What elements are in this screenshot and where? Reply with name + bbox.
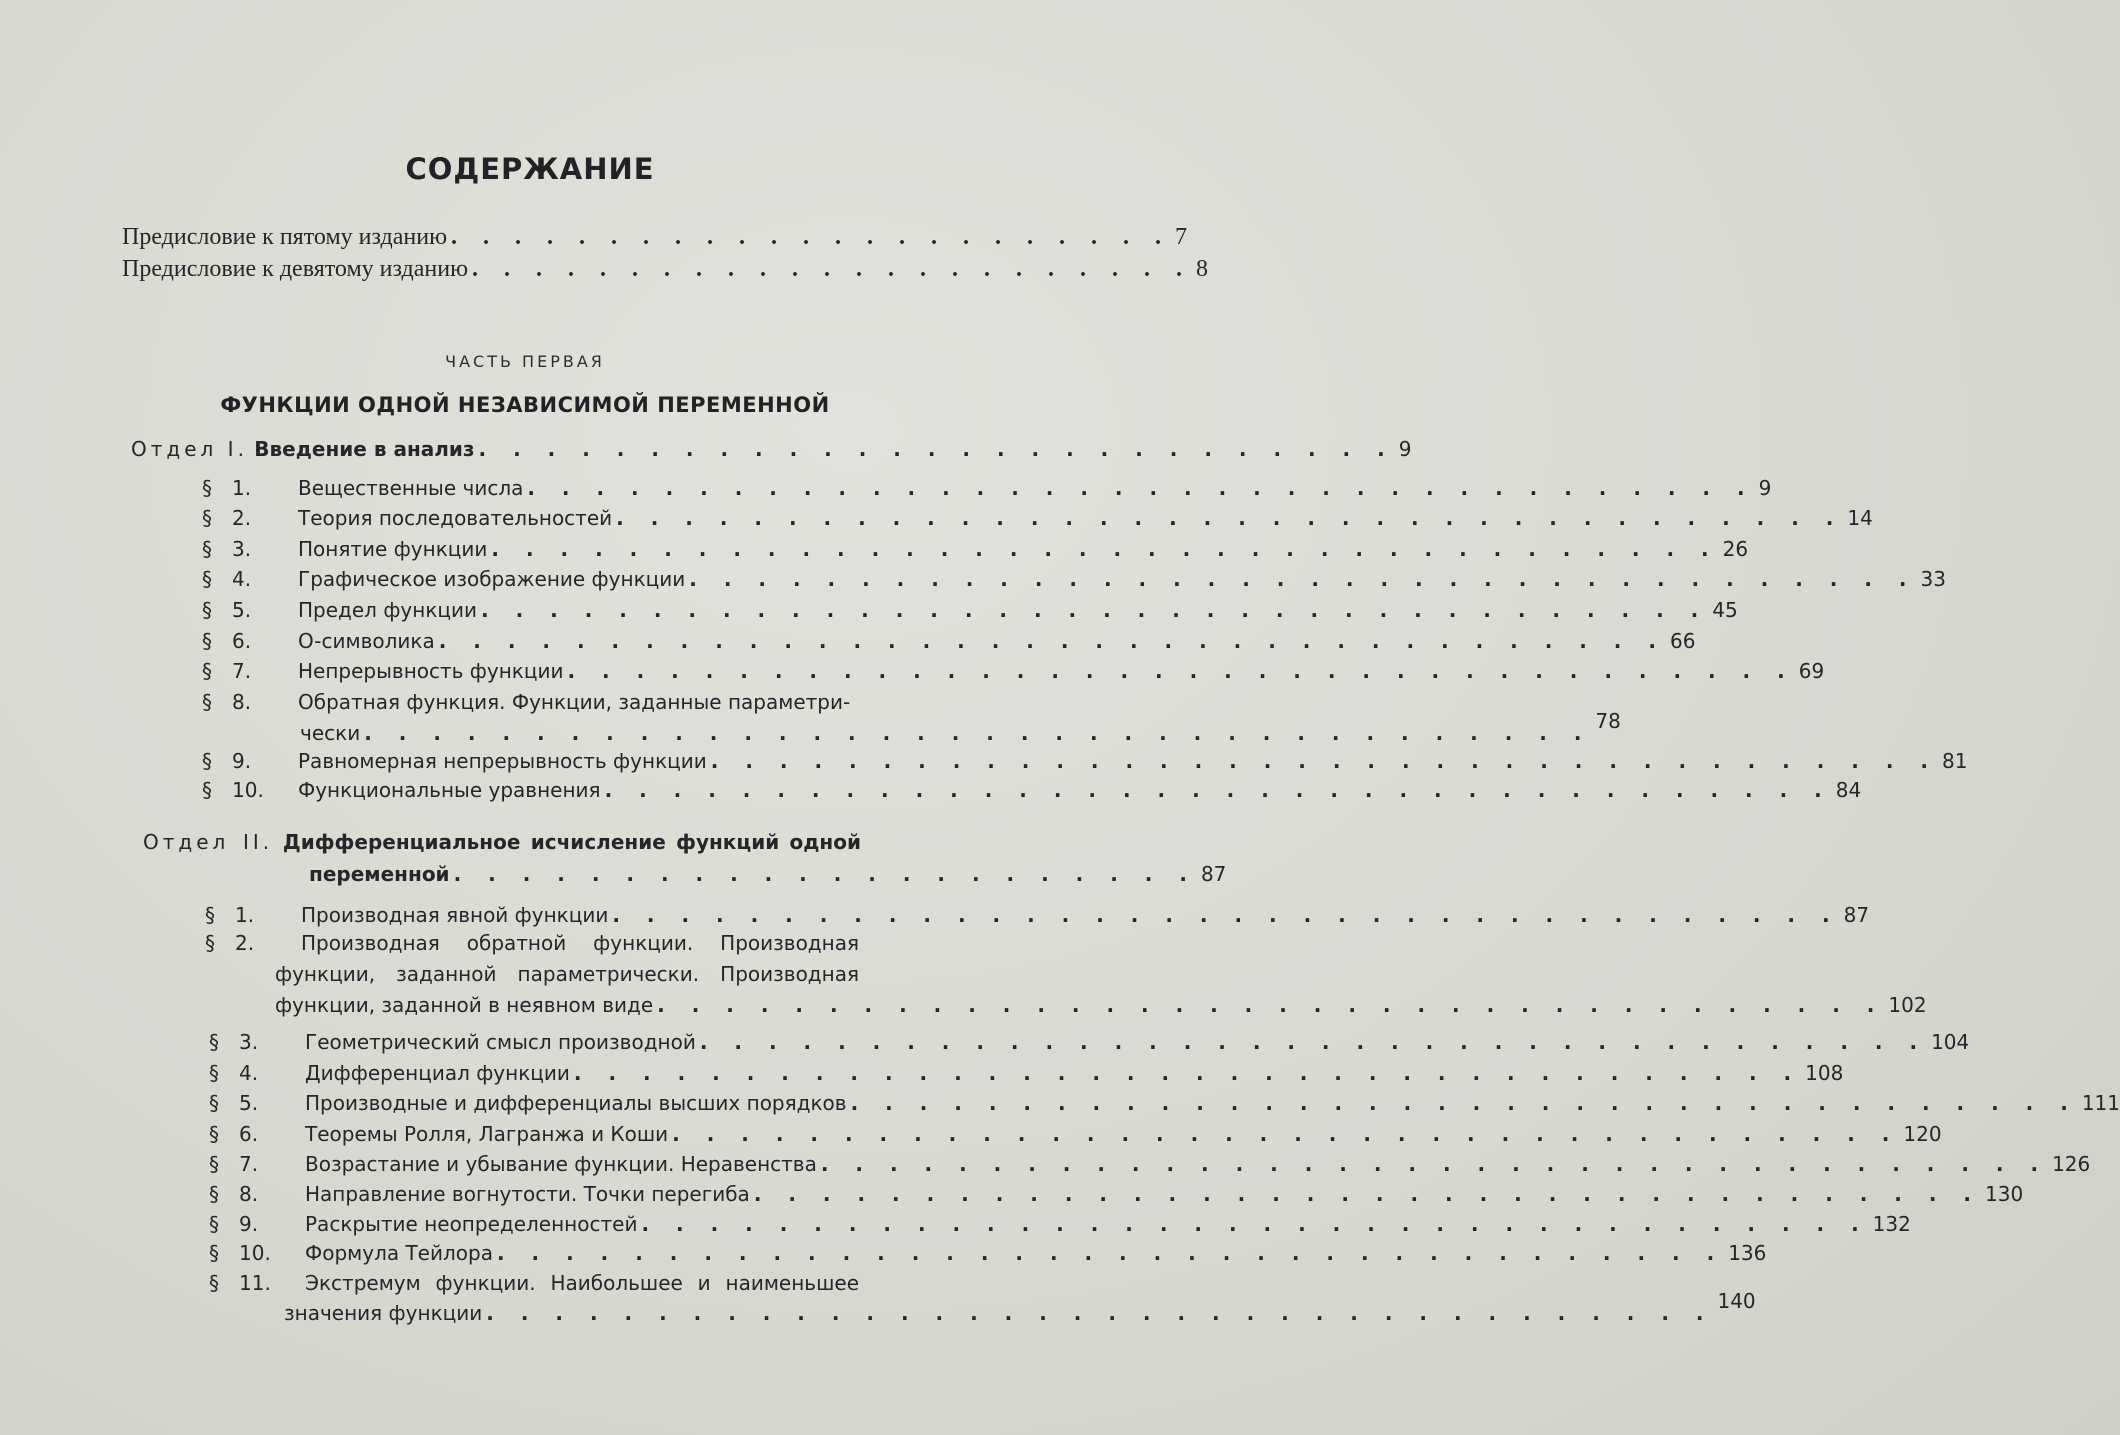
- leader-dots: . . . . . . . . . . . . . . . . . . . . . . . . . . . . . . . . . . . .: [820, 1152, 2049, 1176]
- entry-text: чески: [300, 721, 361, 745]
- leader-dots: . . . . . . . . . . . . . . . . . . . . . . . . . . . . . . . . . . . .: [616, 506, 1844, 530]
- leader-dots: . . . . . . . . . . . . . . . . . . . . . .: [453, 862, 1197, 886]
- entry-text: Теория последовательностей: [298, 506, 613, 530]
- section-sign: §: [209, 1152, 219, 1176]
- section-prefix: Отдел II.: [143, 830, 274, 854]
- page-number: 45: [1712, 598, 1738, 622]
- entry-number: 11.: [239, 1271, 271, 1295]
- page-number: 102: [1888, 993, 1927, 1017]
- toc-entry-d2-2-cont[interactable]: [275, 993, 1927, 1017]
- leader-dots: . . . . . . . . . . . . . . . . . . . . . . . . . . . . . . . . . . . .: [527, 476, 1755, 500]
- entry-text: Равномерная непрерывность функции: [298, 749, 707, 773]
- entry-text: O-символика: [298, 629, 435, 653]
- toc-entry-d2-1[interactable]: [205, 903, 1870, 927]
- toc-entry-d2-8[interactable]: [209, 1182, 2024, 1206]
- leader-dots: . . . . . . . . . . . . . . . . . . . . . . . . . . . . . . . . . . . .: [364, 721, 1592, 745]
- toc-entry-d1-1[interactable]: [202, 476, 1772, 500]
- entry-number: 3.: [232, 537, 252, 561]
- entry-number: 7.: [232, 659, 252, 683]
- entry-number: 9.: [239, 1212, 259, 1236]
- page-number: 136: [1728, 1241, 1767, 1265]
- entry-text: функции, заданной в неявном виде: [275, 993, 654, 1017]
- section-sign: §: [202, 567, 212, 591]
- leader-dots: . . . . . . . . . . . . . . . . . . . . . . . . . . . . . . . . . . . .: [604, 778, 1832, 802]
- section-title-line1: Дифференциальное исчисление функций одной: [282, 830, 861, 854]
- entry-number: 8.: [232, 690, 252, 714]
- toc-entry-d1-10[interactable]: [202, 778, 1862, 802]
- entry-text: Теоремы Ролля, Лагранжа и Коши: [305, 1122, 669, 1146]
- entry-number: 4.: [232, 567, 252, 591]
- toc-entry-d1-2[interactable]: [202, 506, 1873, 530]
- toc-entry-d2-2[interactable]: [205, 931, 859, 955]
- page-number: 7: [1175, 224, 1187, 250]
- toc-entry-d2-7[interactable]: [209, 1152, 2091, 1176]
- section-sign: §: [209, 1241, 219, 1265]
- section-title-line2: переменной: [309, 862, 450, 886]
- toc-entry-d1-4[interactable]: [202, 567, 1946, 591]
- part-title: ФУНКЦИИ ОДНОЙ НЕЗАВИСИМОЙ ПЕРЕМЕННОЙ: [220, 393, 830, 417]
- leader-dots: . . . . . . . . . . . . . . . . . . . . . . . . . . . . . . . . . . . .: [753, 1182, 1982, 1206]
- toc-entry-d2-6[interactable]: [209, 1122, 1942, 1146]
- toc-entry-d1-8-cont[interactable]: [300, 709, 1621, 745]
- toc-entry-d1-7[interactable]: [202, 659, 1825, 683]
- entry-number: 7.: [239, 1152, 259, 1176]
- page-number: 130: [1985, 1182, 2024, 1206]
- page-number: 66: [1669, 629, 1696, 653]
- toc-entry-d2-9[interactable]: [209, 1212, 1911, 1236]
- section-sign: §: [209, 1271, 219, 1295]
- section-sign: §: [202, 659, 212, 683]
- leader-dots: . . . . . . . . . . . . . . . . . . . . . . . . . . . . . . . . . . . .: [496, 1241, 1725, 1265]
- section-sign: §: [209, 1091, 219, 1115]
- toc-entry-d1-8[interactable]: [202, 690, 862, 714]
- entry-text: Производные и дифференциалы высших порядков: [305, 1091, 847, 1115]
- section-sign: §: [202, 598, 212, 622]
- entry-number: 5.: [232, 598, 252, 622]
- page-number: 9: [1398, 437, 1412, 461]
- leader-dots: . . . . . . . . . . . . . . . . . . . . . . . . . . . . . . . . . . . .: [573, 1061, 1802, 1085]
- entry-number: 10.: [239, 1241, 271, 1265]
- leader-dots: . . . . . . . . . . . . . . . . . . . . . . . . . . . . . . . . . . . .: [672, 1122, 1900, 1146]
- page-number: 8: [1196, 256, 1209, 282]
- page-number: 9: [1758, 476, 1772, 500]
- leader-dots: . . . . . . . . . . . . . . . . . . . . . . . . . . . . . . . . . . . .: [699, 1030, 1928, 1054]
- entry-number: 3.: [239, 1030, 259, 1054]
- entry-text: Экстремум функции. Наибольшее и наименьшее: [305, 1271, 859, 1295]
- entry-number: 2.: [232, 506, 252, 530]
- leader-dots: . . . . . . . . . . . . . . . . . . . . . . . . . . . . . . . . . . . .: [612, 903, 1840, 927]
- section-sign: §: [209, 1212, 219, 1236]
- toc-entry-d1-6[interactable]: [202, 629, 1696, 653]
- page-number: 26: [1722, 537, 1749, 561]
- entry-text: Геометрический смысл производной: [305, 1030, 696, 1054]
- page-number: 120: [1903, 1122, 1942, 1146]
- section-sign: §: [202, 778, 212, 802]
- leader-dots: . . . . . . . . . . . . . . . . . . . . . . .: [451, 224, 1171, 250]
- toc-section-dept1[interactable]: [131, 437, 1412, 461]
- toc-entry-d1-3[interactable]: [202, 537, 1749, 561]
- leader-dots: . . . . . . . . . . . . . . . . . . . . . . . . . . . . . . . . . . . .: [641, 1212, 1869, 1236]
- entry-text: Обратная функция. Функции, заданные параметри-: [298, 690, 851, 714]
- leader-dots: . . . . . . . . . . . . . . . . . . . . . . . . . . . . . . . . . . . .: [710, 749, 1938, 773]
- entry-number: 9.: [232, 749, 252, 773]
- entry-text: Графическое изображение функции: [298, 567, 686, 591]
- part-label: ЧАСТЬ ПЕРВАЯ: [445, 352, 605, 371]
- section-title: Введение в анализ: [254, 437, 475, 461]
- entry-text: Производная явной функции: [301, 903, 609, 927]
- section-sign: §: [209, 1182, 219, 1206]
- toc-entry-d2-3[interactable]: [209, 1030, 1970, 1054]
- section-prefix: Отдел I.: [131, 437, 248, 461]
- leader-dots: . . . . . . . . . . . . . . . . . . . . . . .: [472, 256, 1193, 282]
- entry-text: Формула Тейлора: [305, 1241, 493, 1265]
- entry-text: Направление вогнутости. Точки перегиба: [305, 1182, 750, 1206]
- toc-section-dept2-line1[interactable]: [143, 830, 861, 854]
- entry-number: 1.: [235, 903, 255, 927]
- toc-entry-d1-5[interactable]: [202, 598, 1738, 622]
- leader-dots: . . . . . . . . . . . . . . . . . . . . . . . . . . . . . . . . . . . .: [850, 1091, 2078, 1115]
- entry-number: 4.: [239, 1061, 259, 1085]
- entry-text: Предел функции: [298, 598, 478, 622]
- section-sign: §: [205, 931, 215, 955]
- page-number: 33: [1920, 567, 1946, 591]
- entry-text: Функциональные уравнения: [298, 778, 601, 802]
- entry-text: Дифференциал функции: [305, 1061, 570, 1085]
- toc-entry-d2-4[interactable]: [209, 1061, 1844, 1085]
- page-number: 14: [1847, 506, 1873, 530]
- entry-text: Вещественные числа: [298, 476, 524, 500]
- section-sign: §: [209, 1030, 219, 1054]
- page-number: 69: [1798, 659, 1825, 683]
- page-number: 78: [1595, 709, 1621, 733]
- entry-number: 8.: [239, 1182, 259, 1206]
- page-number: 84: [1835, 778, 1862, 802]
- section-sign: §: [202, 690, 212, 714]
- entry-text: Непрерывность функции: [298, 659, 564, 683]
- leader-dots: . . . . . . . . . . . . . . . . . . . . . . . . . . .: [478, 437, 1395, 461]
- entry-label: Предисловие к пятому изданию: [122, 224, 447, 250]
- leader-dots: . . . . . . . . . . . . . . . . . . . . . . . . . . . . . . . . . . . .: [491, 537, 1719, 561]
- entry-text: Возрастание и убывание функции. Неравенства: [305, 1152, 817, 1176]
- entry-number: 6.: [232, 629, 252, 653]
- entry-number: 6.: [239, 1122, 259, 1146]
- page-number: 87: [1200, 862, 1227, 886]
- entry-text: Раскрытие неопределенностей: [305, 1212, 638, 1236]
- page-number: 104: [1931, 1030, 1970, 1054]
- section-sign: §: [202, 537, 212, 561]
- page-number: 87: [1843, 903, 1870, 927]
- section-sign: §: [209, 1061, 219, 1085]
- section-sign: §: [202, 749, 212, 773]
- toc-entry-preface-9[interactable]: [122, 256, 1209, 283]
- entry-label: Предисловие к девятому изданию: [122, 256, 469, 282]
- leader-dots: . . . . . . . . . . . . . . . . . . . . . . . . . . . . . . . . . . . .: [657, 993, 1885, 1017]
- section-sign: §: [202, 629, 212, 653]
- section-sign: §: [202, 476, 212, 500]
- page-number: 140: [1717, 1289, 1756, 1313]
- leader-dots: . . . . . . . . . . . . . . . . . . . . . . . . . . . . . . . . . . . .: [481, 598, 1709, 622]
- page-number: 132: [1872, 1212, 1911, 1236]
- page-number: 126: [2052, 1152, 2091, 1176]
- leader-dots: . . . . . . . . . . . . . . . . . . . . . . . . . . . . . . . . . . . .: [438, 629, 1666, 653]
- leader-dots: . . . . . . . . . . . . . . . . . . . . . . . . . . . . . . . . . . . .: [567, 659, 1795, 683]
- page-number: 111: [2081, 1091, 2120, 1115]
- section-sign: §: [209, 1122, 219, 1146]
- entry-text: Производная обратной функции. Производная: [301, 931, 859, 955]
- toc-section-dept2-line2[interactable]: [309, 862, 1227, 886]
- entry-number: 2.: [235, 931, 255, 955]
- toc-entry-d2-10[interactable]: [209, 1241, 1767, 1265]
- page-title: СОДЕРЖАНИЕ: [405, 152, 655, 186]
- leader-dots: . . . . . . . . . . . . . . . . . . . . . . . . . . . . . . . . . . . .: [486, 1301, 1714, 1325]
- entry-text: значения функции: [284, 1301, 483, 1325]
- entry-text-cont: функции, заданной параметрически. Производная: [275, 962, 859, 986]
- entry-number: 10.: [232, 778, 264, 802]
- page-number: 81: [1941, 749, 1968, 773]
- page-number: 108: [1805, 1061, 1844, 1085]
- toc-entry-d2-5[interactable]: [209, 1091, 2120, 1115]
- entry-text: Понятие функции: [298, 537, 488, 561]
- toc-entry-preface-5[interactable]: [122, 224, 1187, 251]
- section-sign: §: [202, 506, 212, 530]
- toc-entry-d2-11-cont[interactable]: [284, 1289, 1756, 1325]
- toc-entry-d1-9[interactable]: [202, 749, 1968, 773]
- entry-number: 5.: [239, 1091, 259, 1115]
- section-sign: §: [205, 903, 215, 927]
- leader-dots: . . . . . . . . . . . . . . . . . . . . . . . . . . . . . . . . . . . .: [689, 567, 1917, 591]
- entry-number: 1.: [232, 476, 252, 500]
- toc-entry-d2-11[interactable]: [209, 1271, 859, 1295]
